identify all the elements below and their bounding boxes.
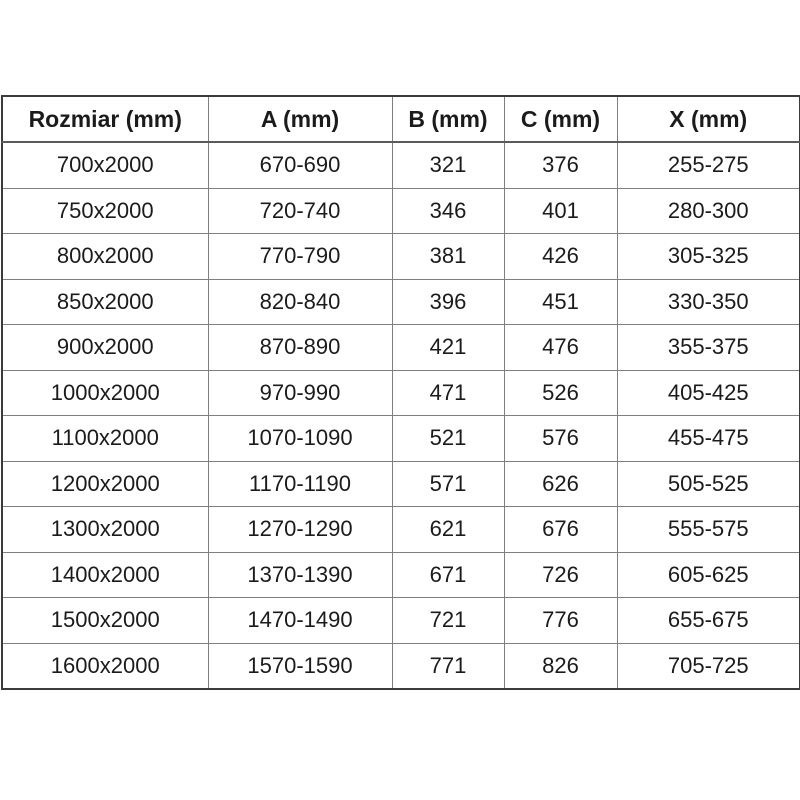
table-cell: 1370-1390 xyxy=(208,552,392,598)
table-cell: 381 xyxy=(392,234,504,280)
table-cell: 376 xyxy=(504,142,617,188)
table-cell: 505-525 xyxy=(617,461,800,507)
table-cell: 526 xyxy=(504,370,617,416)
table-cell: 346 xyxy=(392,188,504,234)
table-cell: 676 xyxy=(504,507,617,553)
table-row xyxy=(2,552,800,598)
table-cell: 1400x2000 xyxy=(2,552,208,598)
table-cell: 1270-1290 xyxy=(208,507,392,553)
table-cell: 280-300 xyxy=(617,188,800,234)
table-cell: 626 xyxy=(504,461,617,507)
table-cell: 655-675 xyxy=(617,598,800,644)
table-cell: 401 xyxy=(504,188,617,234)
table-cell: 705-725 xyxy=(617,643,800,689)
table-cell: 1470-1490 xyxy=(208,598,392,644)
column-header: A (mm) xyxy=(208,96,392,142)
table-cell: 426 xyxy=(504,234,617,280)
table-cell: 476 xyxy=(504,325,617,371)
table-cell: 900x2000 xyxy=(2,325,208,371)
table-cell: 1570-1590 xyxy=(208,643,392,689)
table-body xyxy=(2,142,800,689)
table-cell: 471 xyxy=(392,370,504,416)
table-row xyxy=(2,507,800,553)
table-row xyxy=(2,279,800,325)
table-cell: 355-375 xyxy=(617,325,800,371)
table-cell: 605-625 xyxy=(617,552,800,598)
table-cell: 671 xyxy=(392,552,504,598)
table-cell: 305-325 xyxy=(617,234,800,280)
table-cell: 1000x2000 xyxy=(2,370,208,416)
table-cell: 555-575 xyxy=(617,507,800,553)
table-row xyxy=(2,370,800,416)
table-row xyxy=(2,461,800,507)
table-cell: 850x2000 xyxy=(2,279,208,325)
header-row xyxy=(2,96,800,142)
table-cell: 1500x2000 xyxy=(2,598,208,644)
table-cell: 621 xyxy=(392,507,504,553)
table-cell: 421 xyxy=(392,325,504,371)
table-cell: 576 xyxy=(504,416,617,462)
table-cell: 405-425 xyxy=(617,370,800,416)
table-row xyxy=(2,643,800,689)
table-cell: 820-840 xyxy=(208,279,392,325)
table-cell: 451 xyxy=(504,279,617,325)
table-cell: 1070-1090 xyxy=(208,416,392,462)
table-cell: 750x2000 xyxy=(2,188,208,234)
table-cell: 770-790 xyxy=(208,234,392,280)
table-cell: 571 xyxy=(392,461,504,507)
table-row xyxy=(2,325,800,371)
column-header: Rozmiar (mm) xyxy=(2,96,208,142)
table-cell: 776 xyxy=(504,598,617,644)
table-row xyxy=(2,142,800,188)
table-row xyxy=(2,416,800,462)
table-cell: 255-275 xyxy=(617,142,800,188)
table-cell: 800x2000 xyxy=(2,234,208,280)
table-cell: 826 xyxy=(504,643,617,689)
size-table-container xyxy=(1,95,799,690)
size-dimensions-table xyxy=(1,95,800,690)
column-header: C (mm) xyxy=(504,96,617,142)
table-cell: 330-350 xyxy=(617,279,800,325)
table-cell: 670-690 xyxy=(208,142,392,188)
table-cell: 700x2000 xyxy=(2,142,208,188)
table-row xyxy=(2,188,800,234)
table-cell: 720-740 xyxy=(208,188,392,234)
table-cell: 970-990 xyxy=(208,370,392,416)
table-cell: 1100x2000 xyxy=(2,416,208,462)
table-cell: 870-890 xyxy=(208,325,392,371)
table-cell: 1200x2000 xyxy=(2,461,208,507)
table-cell: 726 xyxy=(504,552,617,598)
table-cell: 721 xyxy=(392,598,504,644)
table-cell: 1300x2000 xyxy=(2,507,208,553)
table-header xyxy=(2,96,800,142)
table-cell: 455-475 xyxy=(617,416,800,462)
table-cell: 1170-1190 xyxy=(208,461,392,507)
table-cell: 321 xyxy=(392,142,504,188)
table-cell: 396 xyxy=(392,279,504,325)
column-header: B (mm) xyxy=(392,96,504,142)
table-cell: 1600x2000 xyxy=(2,643,208,689)
table-row xyxy=(2,598,800,644)
column-header: X (mm) xyxy=(617,96,800,142)
table-cell: 771 xyxy=(392,643,504,689)
table-cell: 521 xyxy=(392,416,504,462)
table-row xyxy=(2,234,800,280)
